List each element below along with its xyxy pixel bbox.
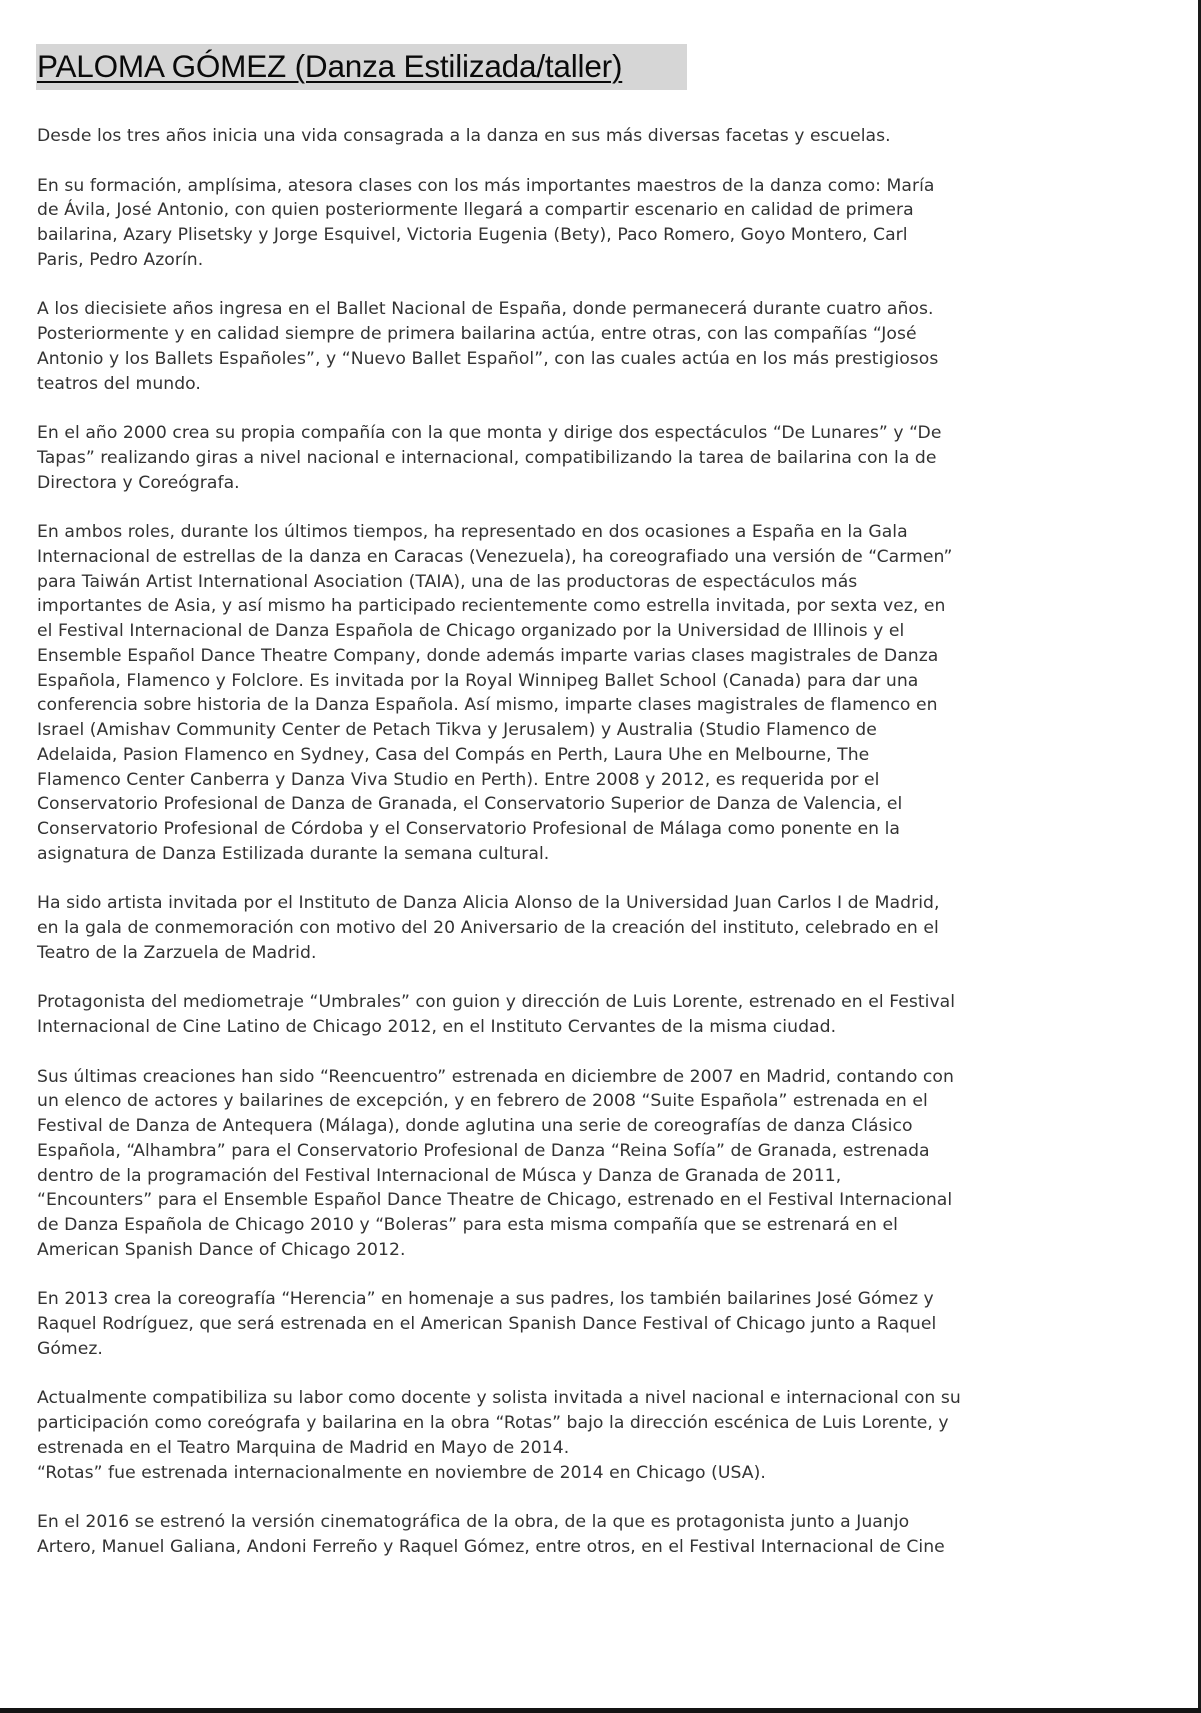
paragraph-1 (37, 124, 1157, 149)
text-line: Tapas” realizando giras a nivel nacional e internacional, compatibilizando la tarea de bailarina con la de (37, 447, 937, 468)
paragraph-10 (37, 1386, 1157, 1485)
document-body (37, 124, 1157, 1584)
text-line: Adelaida, Pasion Flamenco en Sydney, Casa del Compás en Perth, Laura Uhe en Melbourne, The (37, 744, 870, 765)
page-title-text: PALOMA GÓMEZ (Danza Estilizada/taller) (37, 48, 623, 84)
paragraph-4 (37, 421, 1157, 495)
text-line: Actualmente compatibiliza su labor como docente y solista invitada a nivel nacional e internacional con su (37, 1388, 961, 1409)
text-line: Posteriormente y en calidad siempre de primera bailarina actúa, entre otras, con las compañías “José (37, 324, 917, 344)
text-line: Ha sido artista invitada por el Instituto de Danza Alicia Alonso de la Universidad Juan Carlos I de Madrid, (37, 893, 940, 914)
paragraph-8 (37, 1065, 1157, 1263)
text-line: Internacional de Cine Latino de Chicago 2012, en el Instituto Cervantes de la misma ciudad. (37, 1017, 837, 1037)
paragraph-3 (37, 297, 1157, 396)
text-line: de Danza Española de Chicago 2010 y “Boleras” para esta misma compañía que se estrenará en el (37, 1215, 898, 1235)
text-line: bailarina, Azary Plisetsky y Jorge Esquivel, Victoria Eugenia (Bety), Paco Romero, Goyo Montero, Carl (37, 225, 908, 245)
text-line: participación como coreógrafa y bailarina en la obra “Rotas” bajo la dirección escénica de Luis Lorente, y (37, 1413, 949, 1433)
text-line: “Encounters” para el Ensemble Español Dance Theatre de Chicago, estrenado en el Festival Internacional (37, 1190, 953, 1211)
text-line: de Ávila, José Antonio, con quien posteriormente llegará a compartir escenario en calidad de primera (37, 200, 914, 221)
text-line: American Spanish Dance of Chicago 2012. (37, 1239, 406, 1260)
text-line: Artero, Manuel Galiana, Andoni Ferreño y Raquel Gómez, entre otros, en el Festival Internacional de Cine (37, 1536, 945, 1557)
text-line: un elenco de actores y bailarines de excepción, y en febrero de 2008 “Suite Española” estrenada en el (37, 1091, 928, 1112)
text-line: En 2013 crea la coreografía “Herencia” en homenaje a sus padres, los también bailarines José Gómez y (37, 1289, 934, 1310)
text-line: Teatro de la Zarzuela de Madrid. (37, 942, 317, 963)
paragraph-2 (37, 174, 1157, 273)
paragraph-9 (37, 1287, 1157, 1361)
text-line: En su formación, amplísima, atesora clases con los más importantes maestros de la danza como: María (37, 175, 935, 196)
text-line: en la gala de conmemoración con motivo del 20 Aniversario de la creación del instituto, celebrado en el (37, 918, 939, 938)
text-line: En ambos roles, durante los últimos tiempos, ha representado en dos ocasiones a España en la Gala (37, 522, 908, 542)
text-line: Raquel Rodríguez, que será estrenada en el American Spanish Dance Festival of Chicago junto a Raquel (37, 1314, 937, 1334)
bottom-frame-bar (0, 1708, 1201, 1713)
page-title (36, 44, 687, 90)
text-line: Desde los tres años inicia una vida consagrada a la danza en sus más diversas facetas y escuelas. (37, 126, 891, 146)
text-line: Española, “Alhambra” para el Conservatorio Profesional de Danza “Reina Sofía” de Granada, estrenada (37, 1140, 930, 1161)
text-line: A los diecisiete años ingresa en el Ballet Nacional de España, donde permanecerá durante cuatro años. (37, 299, 934, 320)
text-line: Gómez. (37, 1338, 103, 1359)
text-line: conferencia sobre historia de la Danza Española. Así mismo, imparte clases magistrales de flamenco en (37, 695, 938, 716)
paragraph-11 (37, 1510, 1157, 1560)
text-line: Flamenco Center Canberra y Danza Viva Studio en Perth). Entre 2008 y 2012, es requerida por el (37, 769, 880, 790)
text-line: para Taiwán Artist International Asociation (TAIA), una de las productoras de espectáculos más (37, 571, 858, 592)
text-line: Israel (Amishav Community Center de Petach Tikva y Jerusalem) y Australia (Studio Flamenco de (37, 720, 877, 740)
text-line: teatros del mundo. (37, 373, 201, 394)
text-line: importantes de Asia, y así mismo ha participado recientemente como estrella invitada, por sexta vez, en (37, 596, 946, 617)
text-line: estrenada en el Teatro Marquina de Madrid en Mayo de 2014. (37, 1437, 570, 1458)
paragraph-6 (37, 891, 1157, 965)
text-line: Sus últimas creaciones han sido “Reencuentro” estrenada en diciembre de 2007 en Madrid, contando con (37, 1066, 954, 1087)
text-line: Conservatorio Profesional de Córdoba y el Conservatorio Profesional de Málaga como ponente en la (37, 819, 900, 839)
text-line: “Rotas” fue estrenada internacionalmente en noviembre de 2014 en Chicago (USA). (37, 1462, 766, 1483)
text-line: Internacional de estrellas de la danza en Caracas (Venezuela), ha coreografiado una versión de “Carmen” (37, 546, 953, 567)
text-line: Directora y Coreógrafa. (37, 472, 240, 493)
text-line: Protagonista del mediometraje “Umbrales” con guion y dirección de Luis Lorente, estrenado en el Festival (37, 992, 956, 1013)
text-line: asignatura de Danza Estilizada durante la semana cultural. (37, 843, 550, 864)
text-line: Ensemble Español Dance Theatre Company, donde además imparte varias clases magistrales de Danza (37, 645, 939, 666)
paragraph-5 (37, 520, 1157, 867)
text-line: En el año 2000 crea su propia compañía con la que monta y dirige dos espectáculos “De Lunares” y “De (37, 423, 942, 443)
text-line: Paris, Pedro Azorín. (37, 249, 204, 270)
text-line: Antonio y los Ballets Españoles”, y “Nuevo Ballet Español”, con las cuales actúa en los más prestigiosos (37, 348, 939, 369)
text-line: dentro de la programación del Festival Internacional de Músca y Danza de Granada de 2011, (37, 1165, 842, 1186)
paragraph-7 (37, 990, 1157, 1040)
text-line: Festival de Danza de Antequera (Málaga), donde aglutina una serie de coreografías de danza Clásico (37, 1116, 913, 1136)
text-line: Española, Flamenco y Folclore. Es invitada por la Royal Winnipeg Ballet School (Canada) para dar una (37, 670, 919, 691)
text-line: En el 2016 se estrenó la versión cinematográfica de la obra, de la que es protagonista junto a Juanjo (37, 1512, 910, 1532)
text-line: el Festival Internacional de Danza Española de Chicago organizado por la Universidad de Illinois y el (37, 621, 905, 641)
text-line: Conservatorio Profesional de Danza de Granada, el Conservatorio Superior de Danza de Valencia, el (37, 794, 903, 815)
